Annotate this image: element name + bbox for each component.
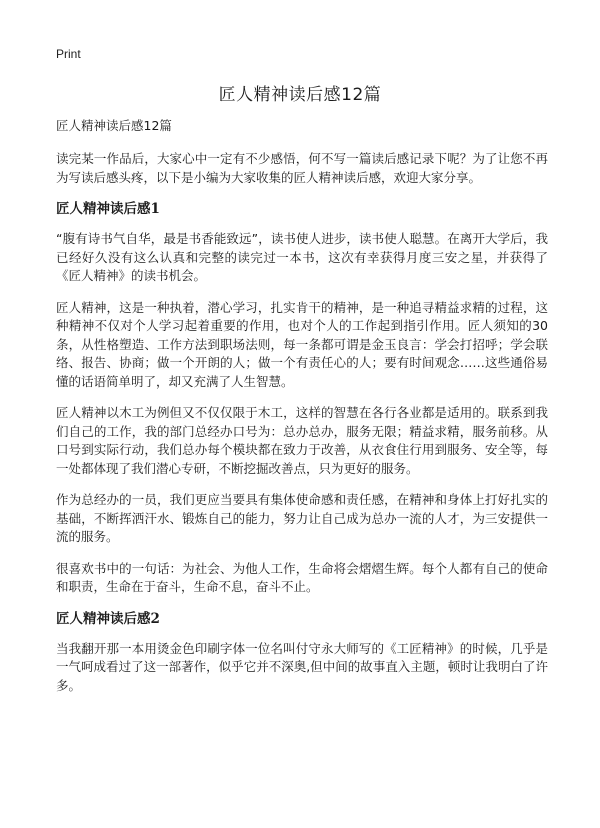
article-subtitle: 匠人精神读后感12篇 xyxy=(56,118,172,133)
section-1-paragraph-3: 匠人精神以木工为例但又不仅仅限于木工，这样的智慧在各行各业都是适用的。联系到我们自己的工作，我的部门总经办口号为：总办总办，服务无限；精益求精，服务前移。从口号到实际行动，我们总办每个模块都在致力于改善，从衣食住行用到服务、安全等，每一处都体现了我们潜心专研，不断挖掘改善点，只为更好的服务。 xyxy=(56,405,548,476)
section-1-paragraph-1: “腹有诗书气自华，最是书香能致远”，读书使人进步，读书使人聪慧。在离开大学后，我已经好久没有这么认真和完整的读完过一本书，这次有幸获得月度三安之星，并获得了《匠人精神》的读书机会。 xyxy=(56,231,548,283)
section-heading: 匠人精神读后感2 xyxy=(56,610,160,627)
intro-paragraph: 读完某一作品后，大家心中一定有不少感悟，何不写一篇读后感记录下呢？为了让您不再为写读后感头疼，以下是小编为大家收集的匠人精神读后感，欢迎大家分享。 xyxy=(56,151,548,185)
article-body xyxy=(56,117,548,708)
page-title: 匠人精神读后感12篇 xyxy=(218,85,382,105)
section-1-paragraph-4: 作为总经办的一员，我们更应当要具有集体使命感和责任感，在精神和身体上打好扎实的基础，不断挥洒汗水、锻炼自己的能力，努力让自己成为总办一流的人才，为三安提供一流的服务。 xyxy=(56,492,548,544)
section-1-paragraph-2: 匠人精神，这是一种执着，潜心学习，扎实肯干的精神，是一种追寻精益求精的过程，这种精神不仅对个人学习起着重要的作用，也对个人的工作起到指引作用。匠人须知的30条，从性格塑造、工作方法到职场法则，每一条都可谓是金玉良言：学会打招呼；学会联络、报告、协商；做一个开朗的人；做一个有责任心的人；要有时间观念……这些通俗易懂的话语简单明了，却又充满了人生智慧。 xyxy=(56,299,548,389)
section-1-paragraph-5: 很喜欢书中的一句话：为社会、为他人工作，生命将会熠熠生辉。每个人都有自己的使命和职责，生命在于奋斗，生命不息，奋斗不止。 xyxy=(56,560,548,594)
section-2-paragraph-1: 当我翻开那一本用烫金色印刷字体一位名叫付守永大师写的《工匠精神》的时候，几乎是一气呵成看过了这一部著作，似乎它并不深奥,但中间的故事直入主题，顿时让我明白了许多。 xyxy=(56,640,548,693)
print-link[interactable]: Print xyxy=(56,47,81,61)
section-heading: 匠人精神读后感1 xyxy=(56,201,160,217)
